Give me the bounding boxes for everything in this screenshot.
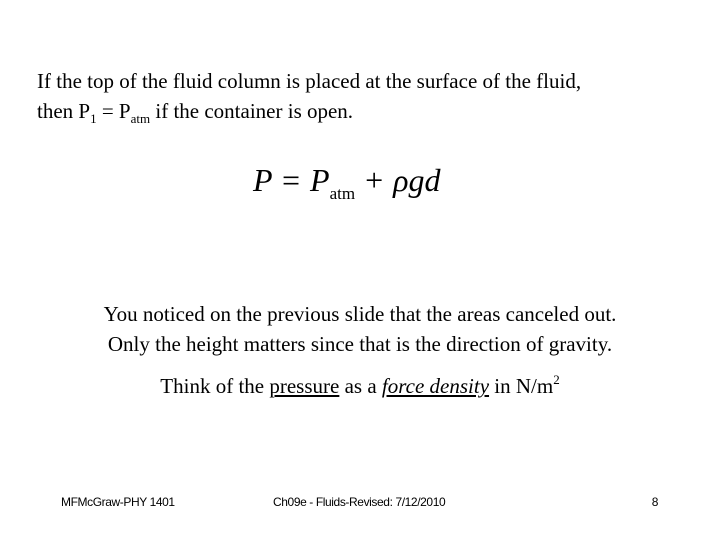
areas-line-2: Only the height matters since that is the direction of gravity. [107,332,613,356]
force-density-mid: as a [339,374,382,398]
equation-rho-g-d: ρgd [393,162,441,198]
equation-plus: + [365,162,384,198]
pressure-term: pressure [269,374,340,398]
units-superscript: 2 [553,372,560,387]
force-density-prefix: Think of the [160,374,270,398]
patm-subscript: atm [130,111,151,126]
paragraph-areas [0,299,720,359]
intro-line-2-mid: = P [96,99,131,123]
footer-course: MFMcGraw-PHY 1401 [61,495,175,509]
areas-line-1: You noticed on the previous slide that the areas canceled out. [103,302,617,326]
intro-line-2-start: then P [37,99,91,123]
equation-p-subscript: atm [329,184,356,203]
paragraph-intro [37,66,707,129]
footer-page-number: 8 [651,495,658,509]
intro-line-1: If the top of the fluid column is placed at the surface of the fluid, [37,69,582,93]
equation-equals: = [281,162,301,198]
equation-lhs: P [253,162,272,198]
p1-subscript: 1 [90,111,97,126]
force-density-term: force density [381,374,490,398]
force-density-suffix: in N/m [489,374,554,398]
equation-p: P [310,162,330,198]
paragraph-force-density [0,371,720,404]
pressure-equation [253,162,441,203]
intro-line-2-end: if the container is open. [150,99,354,123]
footer-chapter: Ch09e - Fluids-Revised: 7/12/2010 [273,495,446,509]
